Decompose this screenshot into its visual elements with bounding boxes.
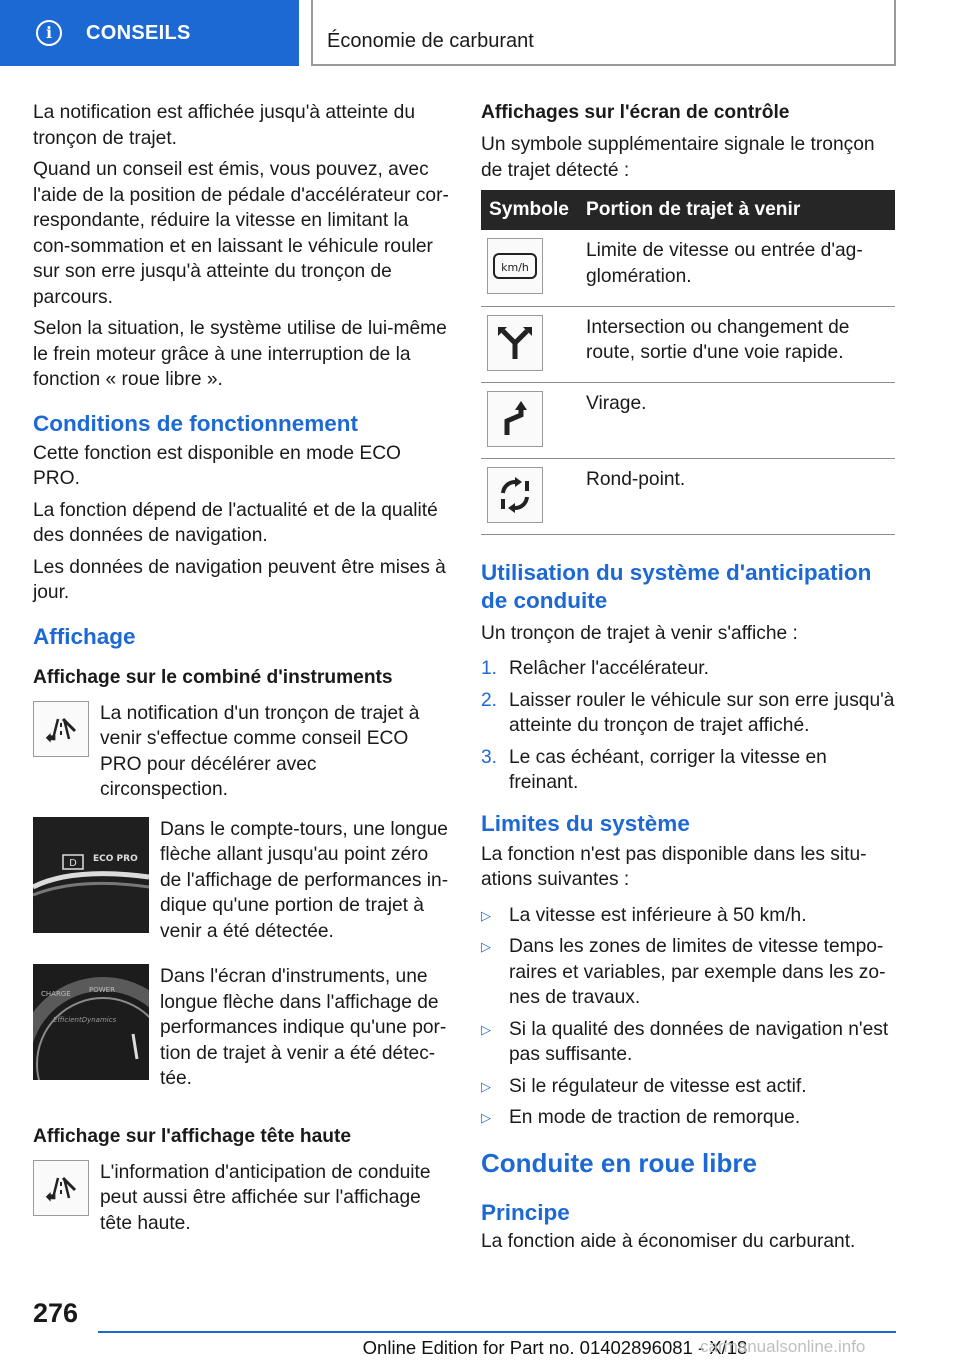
hud-row (33, 1160, 449, 1237)
bullet-text: Dans les zones de limites de vitesse tempo-raires et variables, par exemple dans les zo-nes de travaux. (509, 936, 886, 1008)
right-column (481, 100, 895, 1260)
heading-conditions: Conditions de fonctionnement (33, 410, 358, 436)
paragraph: Les données de navigation peuvent être mises à jour. (33, 556, 446, 603)
bullet-text: Si la qualité des données de navigation n'est pas suffisante. (509, 1018, 889, 1065)
triangle-bullet-icon: ▷ (481, 1110, 491, 1125)
triangle-bullet-icon: ▷ (481, 1078, 491, 1094)
triangle-bullet-icon: ▷ (481, 939, 491, 954)
heading-hud: Affichage sur l'affichage tête haute (33, 1125, 352, 1147)
paragraph: La fonction n'est pas disponible dans les situ-ations suivantes : (481, 843, 867, 890)
cluster-text: Dans l'écran d'instruments, une longue flèche dans l'affichage de performances indique qu'une por-tion de trajet à venir a été détec-tée. (160, 966, 447, 1089)
table-row (481, 458, 895, 534)
combine-text: La notification d'un tronçon de trajet à venir s'effectue comme conseil ECO PRO pour décélérer avec circonspection. (100, 702, 420, 800)
paragraph: La notification est affichée jusqu'à atteinte du tronçon de trajet. (33, 102, 415, 149)
paragraph: La fonction aide à économiser du carburant. (481, 1230, 856, 1252)
eco-pro-label: ECO PRO (93, 853, 138, 864)
list-item (481, 1017, 895, 1068)
step-number: 1. (481, 658, 498, 679)
list-item (481, 656, 895, 682)
tachometer-row (33, 817, 449, 945)
info-icon: i (36, 20, 62, 46)
step-number: 2. (481, 689, 498, 711)
edition-footer: Online Edition for Part no. 01402896081 - X/18 (362, 1337, 748, 1358)
list-item (481, 903, 895, 929)
table-cell: Virage. (578, 382, 895, 458)
limits-list (481, 903, 895, 1131)
tachometer-text: Dans le compte-tours, une longue flèche allant jusqu'au point zéro de l'affichage de performances in-dique qu'une portion de trajet à venir a été détectée. (160, 818, 449, 942)
paragraph: Un symbole supplémentaire signale le tronçon de trajet détecté : (481, 134, 875, 181)
heading-utilisation: Utilisation du système d'anticipation de conduite (481, 559, 872, 613)
left-column (33, 100, 449, 1236)
roundabout-icon (487, 467, 543, 523)
combine-row (33, 701, 449, 803)
symbol-table (481, 190, 895, 535)
section-tab (0, 0, 299, 66)
heading-principe: Principe (481, 1199, 570, 1225)
table-header-symbol: Symbole (481, 190, 578, 230)
triangle-bullet-icon: ▷ (481, 907, 491, 923)
speed-limit-kmh-icon (487, 238, 543, 294)
step-number: 3. (481, 746, 498, 768)
list-item (481, 688, 895, 739)
step-text: Relâcher l'accélérateur. (509, 658, 709, 679)
warning-road-icon (33, 701, 89, 757)
paragraph: Selon la situation, le système utilise de lui-même le frein moteur grâce à une interruption de la fonction « roue libre ». (33, 318, 447, 390)
curve-icon (487, 391, 543, 447)
paragraph: La fonction dépend de l'actualité et de la qualité des données de navigation. (33, 499, 438, 546)
table-row (481, 230, 895, 306)
list-item (481, 745, 895, 796)
bullet-text: Si le régulateur de vitesse est actif. (509, 1075, 807, 1097)
section-label: CONSEILS (86, 21, 191, 44)
instrument-cluster-photo (33, 964, 149, 1080)
hud-text: L'information d'anticipation de conduite peut aussi être affichée sur l'affichage tête haute. (100, 1161, 431, 1234)
step-text: Laisser rouler le véhicule sur son erre jusqu'à atteinte du tronçon de trajet affiché. (509, 689, 895, 736)
bullet-text: En mode de traction de remorque. (509, 1107, 801, 1128)
table-cell: Limite de vitesse ou entrée d'ag-glomération. (578, 230, 895, 306)
warning-road-icon (33, 1160, 89, 1216)
heading-ecran: Affichages sur l'écran de contrôle (481, 102, 790, 123)
heading-roue-libre: Conduite en roue libre (481, 1147, 757, 1178)
table-cell: Rond-point. (578, 458, 895, 534)
intersection-icon (487, 315, 543, 371)
cluster-row (33, 964, 449, 1092)
steps-list (481, 656, 895, 796)
list-item (481, 1105, 895, 1131)
list-item (481, 934, 895, 1011)
chapter-title: Économie de carburant (311, 0, 896, 66)
heading-combine: Affichage sur le combiné d'instruments (33, 666, 393, 688)
gear-indicator: D (69, 857, 77, 869)
paragraph: Cette fonction est disponible en mode ECO PRO. (33, 442, 401, 489)
paragraph: Un tronçon de trajet à venir s'affiche : (481, 622, 798, 644)
heading-affichage: Affichage (33, 623, 136, 649)
tachometer-photo (33, 817, 149, 933)
footer-divider (98, 1331, 896, 1333)
power-label: POWER (89, 986, 115, 994)
paragraph: Quand un conseil est émis, vous pouvez, avec l'aide de la position de pédale d'accélérateur cor-respondante, réduire la vitesse en limitant la con-sommation et en laissant le véhicule rouler sur son erre jusqu'à atteinte du tronçon de parcours. (33, 159, 449, 308)
heading-limites: Limites du système (481, 810, 690, 836)
step-text: Le cas échéant, corriger la vitesse en freinant. (509, 746, 827, 793)
table-row (481, 306, 895, 382)
bullet-text: La vitesse est inférieure à 50 km/h. (509, 904, 807, 926)
table-row (481, 382, 895, 458)
kmh-label: km/h (501, 261, 529, 274)
list-item (481, 1074, 895, 1100)
page-number: 276 (33, 1298, 79, 1328)
watermark: carmanualsonline.info (700, 1337, 866, 1356)
triangle-bullet-icon: ▷ (481, 1021, 491, 1037)
efficientdynamics-label: EfficientDynamics (53, 1016, 117, 1024)
charge-label: CHARGE (41, 990, 71, 998)
table-cell: Intersection ou changement de route, sortie d'une voie rapide. (578, 306, 895, 382)
table-header-portion: Portion de trajet à venir (578, 190, 895, 230)
